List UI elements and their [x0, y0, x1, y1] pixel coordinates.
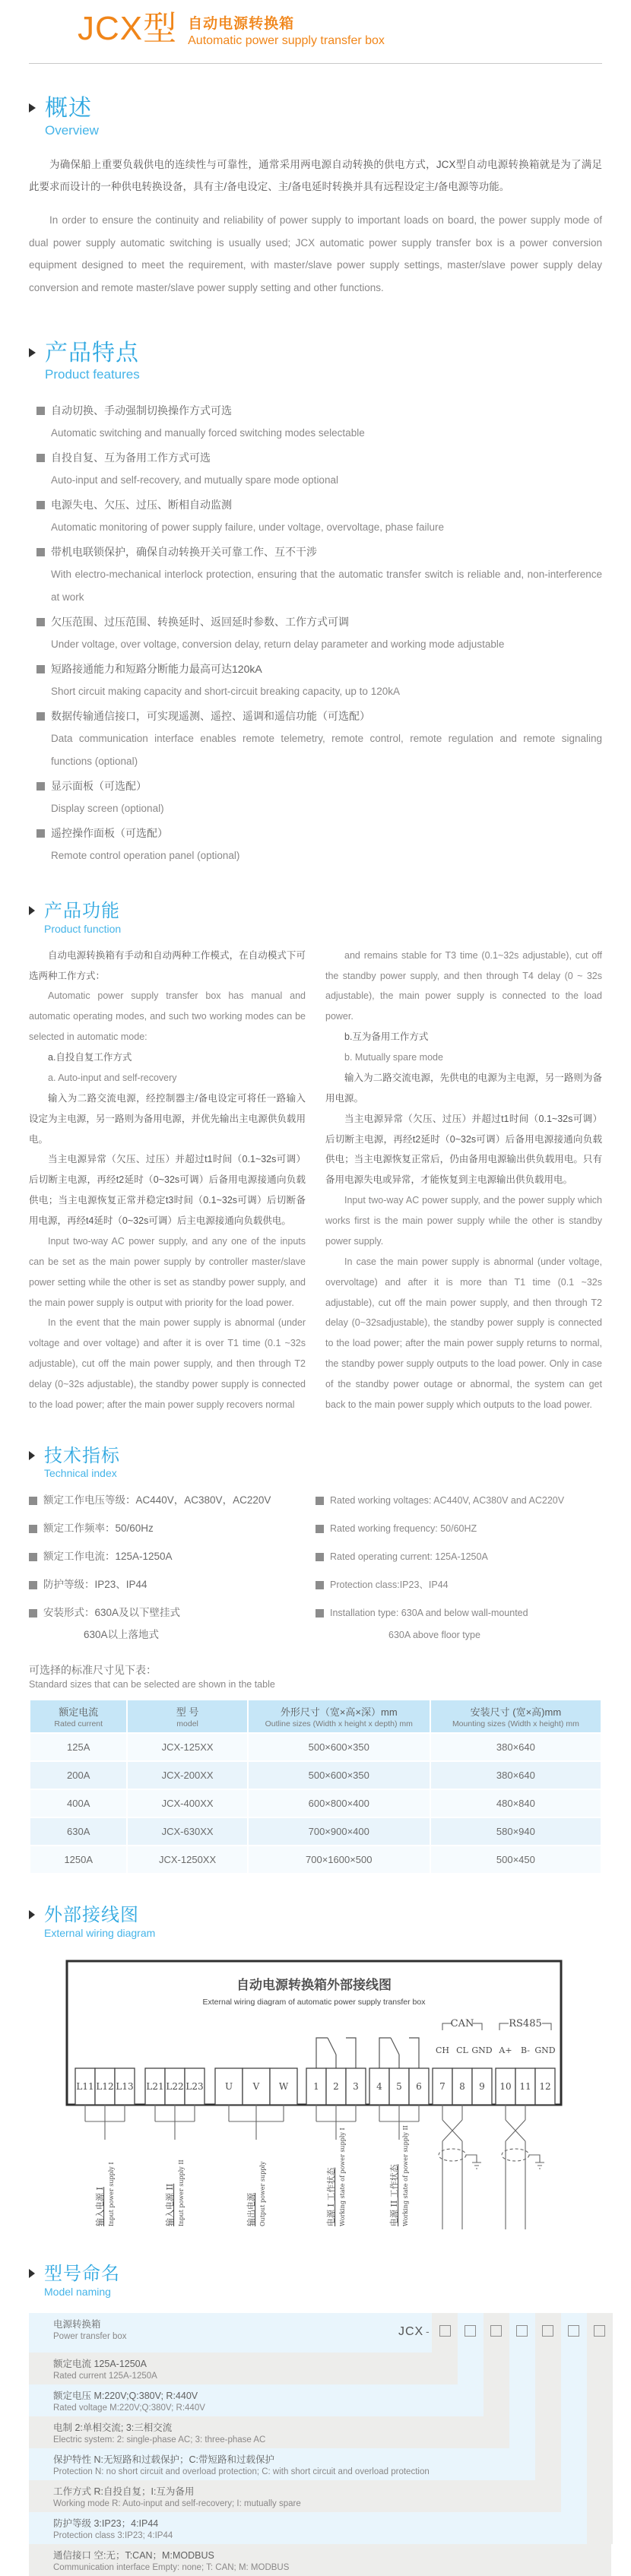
svg-text:3: 3 [353, 2081, 359, 2093]
svg-text:输出电源: 输出电源 [246, 2193, 256, 2227]
section-title-en: Technical index [44, 1467, 117, 1480]
bullet-square-icon [316, 1609, 324, 1618]
section-title-en: Model naming [44, 2285, 111, 2298]
feature-item [36, 610, 602, 656]
section-wiring [29, 1905, 602, 2238]
terminal-labels [76, 2081, 550, 2092]
bullet-square-icon [36, 501, 45, 509]
function-paragraph: Input two-way AC power supply, and the power supply which works first is the main power supply while the other is standby power supply. [325, 1195, 602, 1247]
bullet-square-icon [36, 548, 45, 556]
naming-row [29, 2512, 587, 2544]
section-features [29, 341, 602, 868]
overview-paragraph-en: In order to ensure the continuity and reliability of power supply to important loads on board, the power supply mode of dual power supply automatic switching is usually used; JCX automatic power supply transfer box is a power conversion equipment designed to meet the requirement, with master/slave power supply settings, master/slave power supply delay conversion and remote master/slave power supply setting and other functions. [29, 214, 602, 293]
svg-text:输入电源 I: 输入电源 I [95, 2187, 105, 2227]
function-paragraph: 输入为二路交流电源，经控制器主/备电设定可将任一路输入设定为主电源，另一路则为备用电源，并优先输出主电源供负载用电。 [29, 1092, 306, 1145]
sizes-note-en: Standard sizes that can be selected are shown in the table [29, 1679, 275, 1690]
cell-outline: 700×900×400 [249, 1818, 430, 1845]
naming-row-en: Electric system: 2: single-phase AC; 3: three-phase AC [53, 2435, 266, 2445]
table-row [30, 1818, 601, 1845]
bullet-square-icon [316, 1497, 324, 1505]
svg-text:6: 6 [416, 2081, 422, 2093]
cell-mounting: 500×450 [431, 1846, 601, 1873]
svg-text:Input power supply I: Input power supply I [108, 2162, 115, 2227]
rs485-pin: B- [520, 2045, 531, 2056]
model-digit-box [516, 2325, 528, 2337]
cell-model: JCX-125XX [128, 1734, 246, 1760]
naming-row-cn: 电源转换箱 [53, 2318, 101, 2330]
group-brackets [85, 2105, 419, 2140]
feature-cn: 短路接通能力和短路分断能力最高可达120kA [51, 663, 262, 676]
bullet-square-icon [29, 1497, 37, 1505]
cell-mounting: 380×640 [431, 1762, 601, 1789]
tech-item: 额定工作电压等级：AC440V，AC380V，AC220V [43, 1494, 271, 1507]
svg-text:L11: L11 [76, 2081, 94, 2093]
bullet-square-icon [36, 782, 45, 791]
function-paragraph: Input two-way AC power supply, and any one of the inputs can be set as the main power supply by controller master/slave power setting while the other is set as standby power supply, and the main power supply is output with priority for the load power. [29, 1235, 306, 1308]
section-arrow-icon [29, 906, 35, 915]
sizes-note-cn: 可选择的标准尺寸见下表： [29, 1664, 157, 1677]
model-code: JCX [398, 2324, 424, 2338]
product-model: JCX型 [78, 10, 178, 47]
svg-text:9: 9 [479, 2081, 485, 2093]
section-title-cn: 概述 [45, 96, 92, 121]
svg-text:Working state of power supply: Working state of power supply I [339, 2128, 346, 2227]
naming-row [29, 2416, 509, 2448]
cell-current: 630A [30, 1818, 126, 1845]
svg-text:W: W [278, 2081, 289, 2093]
feature-en: Automatic monitoring of power supply failure, under voltage, overvoltage, phase failure [51, 521, 445, 534]
bullet-square-icon [36, 454, 45, 462]
feature-en: With electro-mechanical interlock protection, ensuring that the automatic transfer switch is reliable and, non-interference at work [51, 569, 602, 604]
can-pin: CL [456, 2045, 468, 2056]
naming-connector [458, 2313, 484, 2384]
model-digit-box [465, 2325, 476, 2337]
section-arrow-icon [29, 1451, 35, 1460]
svg-text:10: 10 [499, 2081, 512, 2093]
tech-item-cont: 630A以上落地式 [84, 1629, 160, 1641]
naming-connector [587, 2313, 613, 2544]
model-digit-box [490, 2325, 502, 2337]
section-title-cn: 型号命名 [44, 2264, 120, 2285]
can-pin: GND [471, 2045, 493, 2056]
model-digit-box [594, 2325, 605, 2337]
function-paragraph: In the event that the main power supply is abnormal (under voltage and over voltage) and after it is over T1 time (0.1 ~32s adjustable), cut off the main power supply, and then through T2 delay (0~32s adjustable), the standby power supply is connected to the load power; after the main power supply recovers normal [29, 1317, 306, 1410]
model-naming-table [29, 2313, 611, 2576]
svg-text:12: 12 [539, 2081, 551, 2093]
product-title-en: Automatic power supply transfer box [188, 34, 385, 47]
wiring-diagram [65, 1959, 566, 2238]
svg-text:1: 1 [313, 2081, 319, 2093]
feature-cn: 自动切换、手动强制切换操作方式可选 [51, 404, 232, 417]
cell-current: 400A [30, 1790, 126, 1817]
svg-text:L21: L21 [146, 2081, 164, 2093]
bullet-square-icon [36, 829, 45, 838]
section-arrow-icon [29, 2269, 35, 2278]
function-paragraph: Automatic power supply transfer box has manual and automatic operating modes, and such two working modes can be selected in automatic mode: [29, 990, 306, 1043]
model-dash: - [426, 2324, 430, 2337]
feature-en: Under voltage, over voltage, conversion delay, return delay parameter and working mode adjustable [51, 638, 505, 651]
can-bus-label: CAN [450, 2018, 474, 2030]
svg-text:4: 4 [376, 2081, 382, 2093]
col-header-cn: 型 号 [176, 1706, 199, 1719]
cell-outline: 600×800×400 [249, 1790, 430, 1817]
svg-text:V: V [252, 2081, 260, 2093]
feature-item [36, 540, 602, 609]
svg-text:5: 5 [396, 2081, 402, 2093]
can-pin: CH [435, 2045, 450, 2056]
cell-outline: 500×600×350 [249, 1762, 430, 1789]
header-divider [29, 63, 602, 64]
feature-item [36, 493, 602, 539]
section-title-en: Product features [45, 367, 140, 382]
svg-text:U: U [224, 2081, 233, 2093]
table-row [30, 1762, 601, 1789]
section-technical [29, 1446, 602, 1643]
product-banner [29, 11, 602, 48]
cell-model: JCX-400XX [128, 1790, 246, 1817]
feature-cn: 自投自复、互为备用工作方式可选 [51, 452, 211, 464]
col-header-cn: 外形尺寸（宽×高×深）mm [280, 1706, 398, 1719]
svg-text:Input power supply II: Input power supply II [178, 2159, 185, 2227]
cell-current: 1250A [30, 1846, 126, 1873]
naming-connector [535, 2313, 561, 2480]
section-arrow-icon [29, 1910, 35, 1919]
feature-cn: 带机电联锁保护，确保自动转换开关可靠工作、互不干涉 [51, 546, 317, 559]
feature-en: Remote control operation panel (optional) [51, 850, 240, 862]
table-row [30, 1790, 601, 1817]
svg-text:Output power supply: Output power supply [259, 2161, 266, 2227]
twisted-pair-icon [502, 2105, 544, 2229]
rs485-pin: GND [534, 2045, 556, 2056]
bullet-square-icon [36, 665, 45, 673]
svg-text:电源 I 工作状态: 电源 I 工作状态 [326, 2167, 336, 2227]
feature-en: Short circuit making capacity and short-circuit breaking capacity, up to 120kA [51, 686, 400, 698]
tech-item: 防护等级：IP23、IP44 [43, 1579, 147, 1591]
table-row [30, 1734, 601, 1760]
section-title-en: Overview [45, 122, 99, 138]
function-right-column [325, 946, 602, 1415]
svg-text:Working state of power supply: Working state of power supply II [402, 2125, 409, 2227]
section-naming [29, 2264, 602, 2576]
sizes-header-row [30, 1700, 601, 1732]
feature-cn: 遥控操作面板（可选配） [51, 827, 168, 840]
bullet-square-icon [36, 407, 45, 415]
tech-item: 安装形式：630A及以下壁挂式 [43, 1607, 181, 1619]
feature-item [36, 705, 602, 773]
tech-item: Protection class:IP23、IP44 [330, 1580, 449, 1591]
twisted-pair-icon [439, 2105, 481, 2229]
naming-row-cn: 工作方式 R:自投自复；I:互为备用 [53, 2486, 195, 2497]
tech-item: Rated working frequency: 50/60HZ [330, 1523, 477, 1535]
section-title-en: Product function [44, 922, 122, 935]
naming-row-en: Protection N: no short circuit and overload protection; C: with short circuit and overload protection [53, 2467, 430, 2476]
tech-item: Rated working voltages: AC440V, AC380V and AC220V [330, 1495, 565, 1507]
cell-current: 200A [30, 1762, 126, 1789]
feature-en: Data communication interface enables remote telemetry, remote control, remote regulation and remote signaling functions (optional) [51, 733, 602, 768]
svg-text:电源 II 工作状态: 电源 II 工作状态 [389, 2164, 399, 2227]
feature-item [36, 446, 602, 492]
function-paragraph: b. Mutually spare mode [344, 1052, 443, 1063]
technical-left [29, 1493, 316, 1643]
cell-outline: 500×600×350 [249, 1734, 430, 1760]
tech-item: 额定工作频率：50/60Hz [43, 1522, 154, 1535]
naming-connector [561, 2313, 587, 2512]
diagram-title-cn: 自动电源转换箱外部接线图 [236, 1978, 392, 1994]
feature-cn: 数据传输通信接口，可实现遥测、遥控、遥调和遥信功能（可选配） [51, 710, 370, 723]
cell-mounting: 380×640 [431, 1734, 601, 1760]
feature-cn: 欠压范围、过压范围、转换延时、返回延时参数、工作方式可调 [51, 616, 349, 629]
table-row [30, 1846, 601, 1873]
naming-row-en: Communication interface Empty: none; T: CAN; M: MODBUS [53, 2562, 290, 2572]
function-paragraph: and remains stable for T3 time (0.1~32s adjustable), cut off the standby power supply, and then through T4 delay (0 ~ 32s adjustable), the main power supply is connected to the load power. [325, 949, 602, 1022]
function-paragraph: 输入为二路交流电源，先供电的电源为主电源，另一路则为备用电源。 [325, 1072, 602, 1104]
section-title-cn: 产品特点 [45, 340, 139, 366]
col-header-en: Mounting sizes (Width x height) mm [452, 1719, 579, 1729]
cell-model: JCX-1250XX [128, 1846, 246, 1873]
cell-outline: 700×1600×500 [249, 1846, 430, 1873]
feature-en: Automatic switching and manually forced switching modes selectable [51, 427, 365, 439]
function-paragraph: 自动电源转换箱有手动和自动两种工作模式，在自动模式下可选两种工作方式： [29, 949, 306, 981]
bullet-square-icon [29, 1609, 37, 1618]
overview-paragraph-cn: 为确保船上重要负载供电的连续性与可靠性，通常采用两电源自动转换的供电方式，JCX型自动电源转换箱就是为了满足此要求而设计的一种供电转换设备，具有主/备电设定、主/备电延时转换并具有远程设定主/备电源等功能。 [29, 158, 602, 193]
cell-mounting: 580×940 [431, 1818, 601, 1845]
feature-item [36, 775, 602, 820]
naming-row-cn: 保护特性 N:无短路和过载保护；C:带短路和过载保护 [53, 2454, 274, 2465]
svg-text:2: 2 [333, 2081, 339, 2093]
sizes-table [29, 1699, 602, 1874]
feature-cn: 电源失电、欠压、过压、断相自动监测 [51, 499, 232, 512]
bullet-square-icon [29, 1581, 37, 1589]
tech-item: Rated operating current: 125A-1250A [330, 1551, 488, 1563]
tech-item: Installation type: 630A and below wall-mounted [330, 1608, 528, 1619]
svg-text:11: 11 [519, 2081, 531, 2093]
tech-item: 额定工作电流：125A-1250A [43, 1551, 173, 1563]
section-title-cn: 技术指标 [44, 1445, 120, 1466]
cell-mounting: 480×840 [431, 1790, 601, 1817]
naming-row-cn: 额定电压 M:220V;Q:380V; R:440V [53, 2390, 198, 2401]
section-title-en: External wiring diagram [44, 1927, 156, 1940]
naming-row-en: Rated voltage M:220V;Q:380V; R:440V [53, 2403, 205, 2413]
bullet-square-icon [29, 1553, 37, 1561]
model-digit-box [542, 2325, 553, 2337]
features-list [29, 399, 602, 867]
section-sizes [29, 1662, 602, 1874]
svg-text:L13: L13 [116, 2081, 134, 2093]
function-paragraph: a. Auto-input and self-recovery [48, 1072, 177, 1083]
function-paragraph: 当主电源异常（欠压、过压）并超过t1时间（0.1~32s可调）后切断主电源，再经t2延时（0~32s可调）后备用电源接通向负载供电；当主电源恢复正常并稳定t3时间（0.1~32s可调）后切断备用电源，再经t4延时（0~32s可调）后主电源接通向负载供电。 [29, 1154, 306, 1227]
function-paragraph: a.自投自复工作方式 [48, 1052, 132, 1063]
function-left-column [29, 946, 306, 1415]
naming-row [29, 2384, 484, 2416]
cell-model: JCX-630XX [128, 1818, 246, 1845]
naming-row [29, 2448, 535, 2480]
feature-en: Display screen (optional) [51, 803, 164, 815]
svg-text:L22: L22 [166, 2081, 184, 2093]
col-header-en: Outline sizes (Width x height x depth) mm [265, 1719, 413, 1729]
naming-row-cn: 电制 2:单相交流; 3:三相交流 [53, 2422, 173, 2433]
cell-current: 125A [30, 1734, 126, 1760]
col-header-cn: 安装尺寸 (宽×高)mm [470, 1706, 562, 1719]
cell-model: JCX-200XX [128, 1762, 246, 1789]
bullet-square-icon [316, 1581, 324, 1589]
svg-text:7: 7 [439, 2081, 446, 2093]
svg-text:L12: L12 [96, 2081, 114, 2093]
model-digit-box [439, 2325, 451, 2337]
bullet-square-icon [36, 618, 45, 626]
product-title-cn: 自动电源转换箱 [188, 16, 295, 32]
naming-row-en: Protection class 3:IP23; 4:IP44 [53, 2530, 173, 2540]
col-header-en: model [176, 1719, 198, 1729]
naming-row [29, 2353, 458, 2384]
function-paragraph: In case the main power supply is abnormal (under voltage, overvoltage) and after it is more than T1 time (0.1 ~32s adjustable), cut off the main power supply, and then through T2 delay (0~32sadjustable), the standby power supply is connected to the load power; after the main power supply returns to normal, the standby power supply outputs to the load power. Only in case of the standby power outage or abnormal, the system can get back to the main power supply which outputs to the load power. [325, 1256, 602, 1410]
svg-text:8: 8 [459, 2081, 465, 2093]
naming-row-cn: 额定电流 125A-1250A [53, 2358, 147, 2369]
naming-row [29, 2480, 561, 2512]
function-paragraph: 当主电源异常（欠压、过压）并超过t1时间（0.1~32s可调）后切断主电源，再经t2延时（0~32s可调）后备用电源接通向负载供电；当主电源恢复正常后，仍由备用电源输出供负载用电。只有备用电源失电或异常，才能恢复到主电源输出供负载用电。 [325, 1113, 602, 1186]
svg-text:L23: L23 [185, 2081, 204, 2093]
feature-cn: 显示面板（可选配） [51, 780, 147, 793]
feature-en: Auto-input and self-recovery, and mutually spare mode optional [51, 474, 338, 486]
wiring-diagram-svg [65, 1959, 566, 2234]
section-function [29, 901, 602, 1415]
section-arrow-icon [29, 348, 36, 357]
naming-row-cn: 防护等级 3:IP23；4:IP44 [53, 2517, 159, 2529]
rs485-pin: A+ [499, 2045, 512, 2056]
naming-row-en: Working mode R: Auto-input and self-recovery; I: mutually spare [53, 2498, 301, 2508]
group-labels [94, 2125, 409, 2226]
diagram-title-en: External wiring diagram of automatic power supply transfer box [202, 1998, 426, 2007]
naming-row-cn: 通信接口 空:无；T:CAN；M:MODBUS [53, 2549, 214, 2561]
section-arrow-icon [29, 103, 36, 112]
naming-row-en: Rated current 125A-1250A [53, 2371, 157, 2381]
section-overview [29, 96, 602, 299]
naming-row [29, 2313, 432, 2353]
section-title-cn: 产品功能 [44, 901, 120, 922]
rs485-bus-label: RS485 [509, 2018, 542, 2030]
feature-item [36, 399, 602, 445]
svg-text:输入电源 II: 输入电源 II [165, 2183, 175, 2227]
col-header-en: Rated current [54, 1719, 103, 1729]
bullet-square-icon [316, 1525, 324, 1533]
bullet-square-icon [36, 712, 45, 721]
technical-right [316, 1493, 602, 1643]
col-header-cn: 额定电流 [59, 1706, 99, 1719]
function-paragraph: b.互为备用工作方式 [344, 1031, 429, 1043]
feature-item [36, 822, 602, 867]
model-digit-box [568, 2325, 579, 2337]
naming-row-en: Power transfer box [53, 2331, 127, 2341]
bullet-square-icon [316, 1553, 324, 1561]
feature-item [36, 657, 602, 703]
section-title-cn: 外部接线图 [44, 1905, 139, 1926]
tech-item-cont: 630A above floor type [388, 1630, 480, 1641]
bullet-square-icon [29, 1525, 37, 1533]
naming-row [29, 2544, 611, 2576]
